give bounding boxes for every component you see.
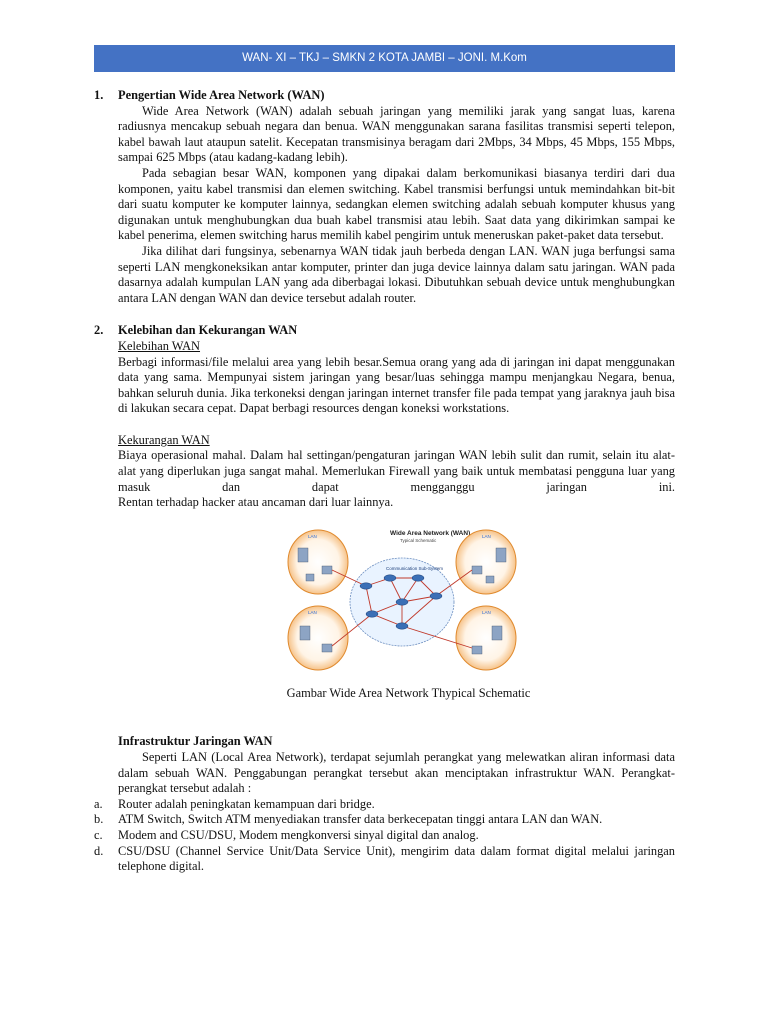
advantages-text: Berbagi informasi/file melalui area yang lebih besar.Semua orang yang ada di jaringan ini dapat menggunakan data yang sama. Mempunyai sistem jaringan yang besar/luas sehingga mampu menjangkau Negara, benua, bahkan seluruh dunia. Jika terkoneksi dengan jaringan internet transfer file pada tempat yang jaraknya jauh bisa di lakukan secara cepat. Dapat berbagi resources dengan koneksi workstations. xyxy=(118,354,675,416)
section-3-intro: Seperti LAN (Local Area Network), terdapat sejumlah perangkat yang melewatkan aliran informasi data dalam sebuah WAN. Penggabungan perangkat tersebut akan menciptakan infrastruktur WAN. Perangkat-perangkat tersebut adalah : xyxy=(118,750,675,796)
computer-icon xyxy=(306,574,314,581)
lan-cloud xyxy=(288,530,348,594)
section-1-paragraph: Jika dilihat dari fungsinya, sebenarnya WAN tidak jauh berbeda dengan LAN. WAN juga berfungsi sama seperti LAN mengkoneksikan antar komputer, printer dan juga device lainnya dalam satu jaringan. WAN pada dasarnya adalah kumpulan LAN yang ada diberbagai lokasi. Dibutuhkan sebuah device untuk menghubungkan antara LAN dengan WAN dan device tersebut adalah router. xyxy=(118,243,675,305)
computer-icon xyxy=(472,646,482,654)
section-3-title: Infrastruktur Jaringan WAN xyxy=(118,734,273,749)
list-item: c. Modem and CSU/DSU, Modem mengkonversi sinyal digital dan analog. xyxy=(94,828,479,842)
page-header: WAN- XI – TKJ – SMKN 2 KOTA JAMBI – JONI. M.Kom xyxy=(94,45,675,72)
lan-label: LAN xyxy=(308,609,317,615)
section-2-title: Kelebihan dan Kekurangan WAN xyxy=(118,323,298,338)
router-icon xyxy=(412,575,424,581)
lan-label: LAN xyxy=(308,533,317,539)
diagram-title: Wide Area Network (WAN) xyxy=(390,529,471,537)
section-1-heading xyxy=(94,88,675,104)
router-icon xyxy=(384,575,396,581)
disadvantages-subheading: Kekurangan WAN xyxy=(118,432,210,447)
wan-diagram xyxy=(286,526,526,674)
computer-icon xyxy=(472,566,482,574)
lan-cloud xyxy=(456,530,516,594)
lan-cloud xyxy=(288,606,348,670)
router-icon xyxy=(396,623,408,629)
computer-icon xyxy=(322,644,332,652)
section-1-title: Pengertian Wide Area Network (WAN) xyxy=(118,88,325,102)
infrastructure-list xyxy=(94,797,675,875)
document-body xyxy=(94,88,675,875)
communication-subsystem-label: Communication Sub-System xyxy=(386,565,444,571)
disadvantages-text: Biaya operasional mahal. Dalam hal settingan/pengaturan jaringan WAN lebih sulit dan rumit, selain itu alat-alat yang diperlukan juga sangat mahal. Memerlukan Firewall yang baik untuk membatasi pengguna luar yang masuk dan dapat mengganggu jaringan ini. xyxy=(118,448,675,494)
server-icon xyxy=(496,548,506,562)
diagram-subtitle: Typical Schematic xyxy=(400,537,437,543)
disadvantages-last-line: Rentan terhadap hacker atau ancaman dari luar lainnya. xyxy=(118,495,394,510)
section-2-number: 2. xyxy=(94,323,104,338)
server-icon xyxy=(300,626,310,640)
lan-label: LAN xyxy=(482,533,491,539)
router-icon xyxy=(360,583,372,589)
router-icon xyxy=(366,611,378,617)
list-item: b. ATM Switch, Switch ATM menyediakan transfer data berkecepatan tinggi antara LAN dan WAN. xyxy=(94,812,603,827)
wan-schematic-figure xyxy=(286,526,526,674)
figure-caption: Gambar Wide Area Network Thypical Schematic xyxy=(286,685,531,700)
router-icon xyxy=(430,593,442,599)
computer-icon xyxy=(486,576,494,583)
section-1-paragraph: Wide Area Network (WAN) adalah sebuah jaringan yang memiliki jarak yang sangat luas, karena radiusnya mencakup sebuah negara dan benua. WAN menggunakan sarana fasilitas transmisi seperti telepon, kabel bawah laut ataupun satelit. Kecepatan transmisinya beragam dari 2Mbps, 34 Mbps, 45 Mbps, 155 Mbps, sampai 625 Mbps (atau kadang-kadang lebih). xyxy=(118,103,675,165)
list-item: d. CSU/DSU (Channel Service Unit/Data Service Unit), mengirim data dalam format digital melalui jaringan telephone digital. xyxy=(94,843,675,874)
list-item: a. Router adalah peningkatan kemampuan dari bridge. xyxy=(94,796,375,811)
section-1-paragraph: Pada sebagian besar WAN, komponen yang dipakai dalam berkomunikasi biasanya terdiri dari dua komponen, yaitu kabel transmisi dan elemen switching. Kabel transmisi berfungsi untuk memindahkan bit-bit dari suatu komputer ke komputer lainnya, sedangkan elemen switching adalah sebuah komputer khusus yang digunakan untuk menghubungkan dua buah kabel transmisi atau lebih. Saat data yang dikirimkan sampai ke kabel penerima, elemen switching harus memilih kabel pengirim untuk meneruskan paket-paket data tersebut. xyxy=(118,165,675,243)
server-icon xyxy=(492,626,502,640)
lan-cloud xyxy=(456,606,516,670)
computer-icon xyxy=(322,566,332,574)
advantages-subheading: Kelebihan WAN xyxy=(118,338,201,353)
lan-label: LAN xyxy=(482,609,491,615)
server-icon xyxy=(298,548,308,562)
section-1-number: 1. xyxy=(94,88,104,102)
section-2-heading xyxy=(94,323,675,339)
router-icon xyxy=(396,599,408,605)
